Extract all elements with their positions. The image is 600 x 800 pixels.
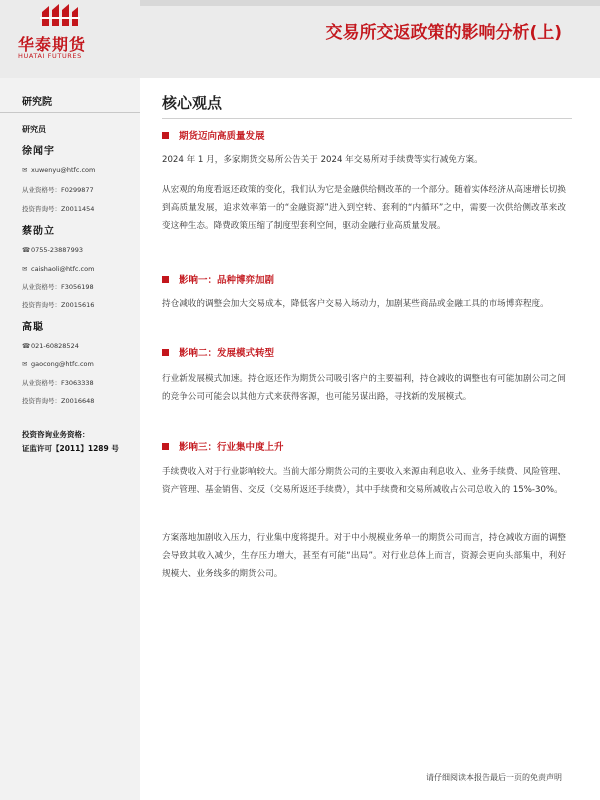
section-heading-text: 影响一：品种博弈加剧 [179, 275, 275, 286]
analyst-email-row [22, 360, 94, 368]
advisor-number: Z0016648 [61, 397, 95, 405]
bullet-square-icon [162, 443, 169, 450]
analyst-email-row [22, 166, 95, 174]
bullet-square-icon [162, 132, 169, 139]
phone-icon: ☎ [22, 342, 31, 350]
section-heading [162, 128, 265, 142]
bullet-square-icon [162, 349, 169, 356]
analyst-phone-row [22, 246, 83, 254]
core-title-divider [162, 118, 572, 119]
email-icon: ✉ [22, 166, 28, 174]
paragraph: 2024 年 1 月，多家期货交易所公告关于 2024 年交易所对手续费等实行减免方案。 [162, 155, 483, 165]
section-heading [162, 272, 274, 286]
paragraph: 持仓减收的调整会加大交易成本，降低客户交易入场动力，加剧某些商品或金融工具的市场博弈程度。 [162, 299, 549, 309]
email-icon: ✉ [22, 265, 28, 273]
qual-number: F3056198 [61, 283, 94, 291]
analyst-name: 高聪 [22, 322, 44, 333]
section-heading [162, 345, 274, 359]
advisor-label: 投资咨询号： [22, 205, 61, 213]
advisor-number: Z0011454 [61, 205, 95, 213]
analyst-email-row [22, 265, 94, 273]
qual-number: F0299877 [61, 186, 94, 194]
license-number: 证监许可【2011】1289 号 [22, 444, 119, 453]
qual-number: F3063338 [61, 379, 94, 387]
qual-label: 从业资格号： [22, 283, 61, 291]
footer-disclaimer: 请仔细阅读本报告最后一页的免责声明 [426, 773, 562, 782]
analyst-advisor-row [22, 396, 94, 405]
analyst-advisor-row [22, 204, 94, 213]
analyst-phone: 021-60828524 [31, 342, 79, 350]
sidebar-divider [0, 112, 140, 113]
section-heading-text: 期货迈向高质量发展 [179, 131, 265, 142]
analyst-qual-row [22, 185, 94, 194]
logo-text-cn: 华泰期货 [18, 35, 87, 54]
header-strip [140, 0, 600, 6]
qual-label: 从业资格号： [22, 379, 61, 387]
phone-icon: ☎ [22, 246, 31, 254]
analyst-email[interactable]: caishaoli@htfc.com [31, 265, 95, 273]
sidebar-dept: 研究院 [22, 97, 52, 108]
company-logo [18, 4, 108, 60]
section-heading [162, 439, 284, 453]
analyst-email[interactable]: xuwenyu@htfc.com [31, 166, 96, 174]
analyst-phone: 0755-23887993 [31, 246, 83, 254]
analyst-advisor-row [22, 300, 94, 309]
core-views-title: 核心观点 [162, 94, 223, 112]
researcher-label: 研究员 [22, 125, 46, 134]
qual-label: 从业资格号： [22, 186, 61, 194]
logo-text-en: HUATAI FUTURES [18, 52, 82, 60]
advisor-label: 投资咨询号： [22, 301, 61, 309]
bullet-square-icon [162, 276, 169, 283]
license-label: 投资咨询业务资格： [22, 430, 90, 439]
paragraph: 方案落地加剧收入压力，行业集中度将提升。对于中小规模业务单一的期货公司而言，持仓减收方面的调整会导致其收入减少，生存压力增大，甚至有可能“出局”。对行业总体上而言，资源会更向头部集中，利好规模大、业务线多的期货公司。 [162, 533, 566, 579]
paragraph: 从宏观的角度看返还政策的变化，我们认为它是金融供给侧改革的一个部分。随着实体经济从高速增长切换到高质量发展，追求效率第一的“金融资源”进入到空转、套利的“内循环”之中，需要一次供给侧改革来改变这种生态。降费政策压缩了制度型套利空间，驱动金融行业高质量发展。 [162, 185, 566, 231]
section-heading-text: 影响二：发展模式转型 [179, 348, 275, 359]
analyst-name: 徐闻宇 [22, 146, 55, 157]
analyst-qual-row [22, 282, 94, 291]
email-icon: ✉ [22, 360, 28, 368]
advisor-label: 投资咨询号： [22, 397, 61, 405]
logo-mark-icon [40, 4, 80, 26]
analyst-qual-row [22, 378, 94, 387]
analyst-email[interactable]: gaocong@htfc.com [31, 360, 94, 368]
section-heading-text: 影响三：行业集中度上升 [179, 442, 284, 453]
analyst-phone-row [22, 342, 79, 350]
paragraph: 行业新发展模式加速。持仓返还作为期货公司吸引客户的主要福利，持仓减收的调整也有可能加剧公司之间的竞争公司可能会以其他方式来获得客源，也可能另谋出路，寻找新的发展模式。 [162, 374, 566, 402]
advisor-number: Z0015616 [61, 301, 95, 309]
report-title: 交易所交返政策的影响分析(上) [325, 23, 562, 43]
paragraph: 手续费收入对于行业影响较大。当前大部分期货公司的主要收入来源由利息收入、业务手续费、风险管理、资产管理、基金销售、交反（交易所返还手续费），其中手续费和交易所减收占公司总收入的 15%-30%。 [162, 467, 566, 495]
analyst-name: 蔡劭立 [22, 226, 55, 237]
